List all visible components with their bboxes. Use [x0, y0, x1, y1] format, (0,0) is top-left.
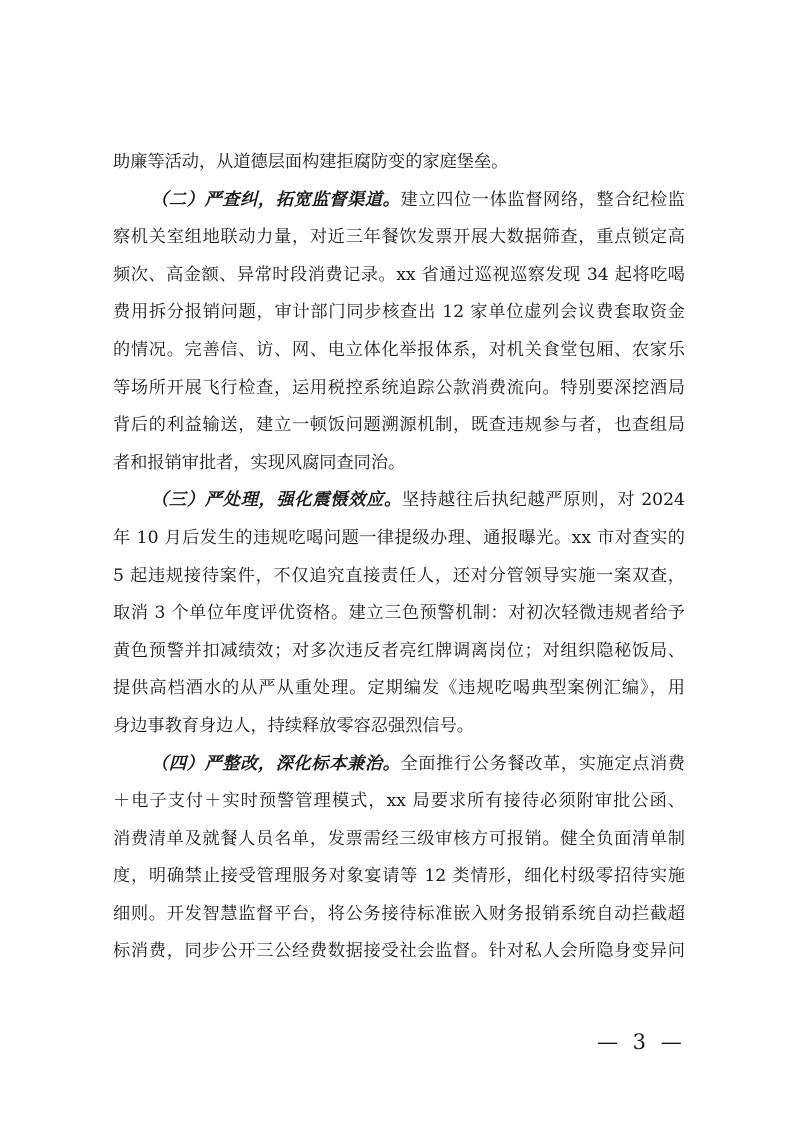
page-number: — 3 — [597, 1030, 686, 1054]
paragraph-text: 全面推行公务餐改革，实施定点消费 [400, 753, 685, 774]
paragraph-line: 频次、高金额、异常时段消费记录。xx 省通过巡视巡察发现 34 起将吃喝 [113, 264, 685, 285]
paragraph-line [113, 746, 685, 784]
paragraph-line: 标消费，同步公开三公经费数据接受社会监督。针对私人会所隐身变异问 [113, 941, 685, 962]
paragraph-line: 消费清单及就餐人员名单，发票需经三级审核方可报销。健全负面清单制 [113, 828, 685, 849]
paragraph-line [113, 182, 685, 220]
paragraph-line: 取消 3 个单位年度评优资格。建立三色预警机制：对初次轻微违规者给予 [113, 603, 685, 624]
paragraph-line: 年 10 月后发生的违规吃喝问题一律提级办理、通报曝光。xx 市对查实的 [113, 527, 685, 548]
paragraph-text: 建立四位一体监督网络，整合纪检监 [400, 189, 685, 210]
paragraph-line: 5 起违规接待案件，不仅追究直接责任人，还对分管领导实施一案双查， [113, 565, 685, 586]
paragraph-line: 的情况。完善信、访、网、电立体化举报体系，对机关食堂包厢、农家乐 [113, 339, 685, 360]
paragraph-line [113, 482, 685, 520]
paragraph-line: 提供高档酒水的从严从重处理。定期编发《违规吃喝典型案例汇编》，用 [113, 678, 685, 699]
paragraph-line: 黄色预警并扣减绩效；对多次违反者亮红牌调离岗位；对组织隐秘饭局、 [113, 640, 685, 661]
paragraph-line: 察机关室组地联动力量，对近三年餐饮发票开展大数据筛查，重点锁定高 [113, 227, 685, 248]
section-heading: （四）严整改，深化标本兼治。 [151, 753, 401, 774]
section-heading: （三）严处理，强化震慑效应。 [151, 490, 402, 511]
paragraph-line: 助廉等活动，从道德层面构建拒腐防变的家庭堡垒。 [113, 152, 509, 172]
paragraph-line: 费用拆分报销问题，审计部门同步核查出 12 家单位虚列会议费套取资金 [113, 302, 685, 323]
paragraph-line: 细则。开发智慧监督平台，将公务接待标准嵌入财务报销系统自动拦截超 [113, 903, 685, 924]
paragraph-line: 身边事教育身边人，持续释放零容忍强烈信号。 [113, 715, 474, 736]
body-text [113, 144, 685, 971]
paragraph-line: ＋电子支付＋实时预警管理模式，xx 局要求所有接待必须附审批公函、 [113, 791, 685, 812]
paragraph-line: 等场所开展飞行检查，运用税控系统追踪公款消费流向。特别要深挖酒局 [113, 377, 685, 398]
section-heading: （二）严查纠，拓宽监督渠道。 [151, 189, 401, 210]
paragraph-line: 度，明确禁止接受管理服务对象宴请等 12 类情形，细化村级零招待实施 [113, 866, 685, 887]
paragraph-text: 坚持越往后执纪越严原则，对 2024 [401, 490, 685, 511]
paragraph-line: 背后的利益输送，建立一顿饭问题溯源机制，既查违规参与者，也查组局 [113, 415, 685, 436]
paragraph-line: 者和报销审批者，实现风腐同查同治。 [113, 452, 406, 473]
